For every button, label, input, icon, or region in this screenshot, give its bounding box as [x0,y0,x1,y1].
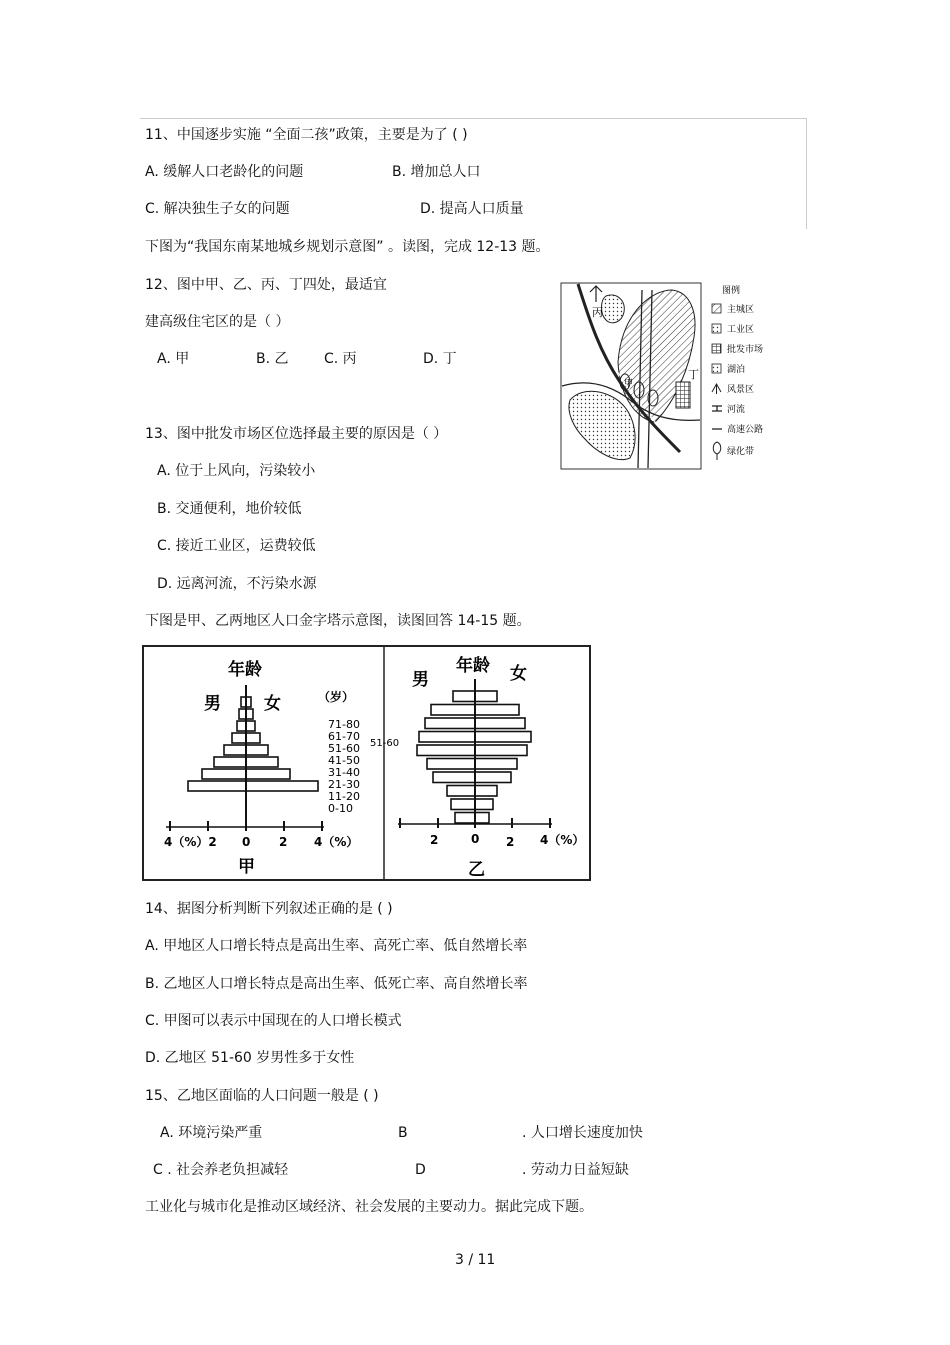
q14-option-c: C. 甲图可以表示中国现在的人口增长模式 [145,1013,402,1029]
q13-option-a: A. 位于上风向，污染较小 [157,463,316,479]
q15-option-a: A. 环境污染严重 [160,1125,263,1141]
jia-age-label-1: 61-70 [328,730,360,743]
jia-x-label-left: 4（%）2 [164,835,217,849]
q14-option-d: D. 乙地区 51-60 岁男性多于女性 [145,1050,355,1066]
yi-female-label: 女 [510,664,527,684]
population-pyramids-figure [142,645,592,882]
yi-bar-6 [433,772,511,783]
q11-stem: 11、中国逐步实施 “全面二孩”政策，主要是为了 ( ) [145,127,468,143]
map-label-ding: 丁 [688,368,699,381]
jia-name: 甲 [238,857,255,877]
q12-stem-line1: 12、图中甲、乙、丙、丁四处，最适宜 [145,277,387,293]
intro-14-15: 下图是甲、乙两地区人口金字塔示意图，读图回答 14-15 题。 [145,613,531,629]
q11-option-a: A. 缓解人口老龄化的问题 [145,164,304,180]
jia-x-label-right: 4（%） [314,835,359,849]
q14-stem: 14、据图分析判断下列叙述正确的是 ( ) [145,901,393,917]
q15-option-b-text: . 人口增长速度加快 [522,1125,643,1141]
q13-option-d: D. 远离河流，不污染水源 [157,576,317,592]
q12-option-c: C. 丙 [324,351,357,367]
yi-bar-8 [451,799,493,810]
legend-river-icon [712,406,722,411]
legend-wholesale: 批发市场 [727,345,764,355]
planning-map-figure [560,282,782,472]
jia-x-label-zero: 0 [242,835,251,849]
jia-age-title: 年龄 [228,660,262,680]
jia-age-label-6: 11-20 [328,790,360,803]
yi-male-label: 男 [412,670,429,690]
q14-option-a: A. 甲地区人口增长特点是高出生率、高死亡率、低自然增长率 [145,938,528,954]
q13-stem: 13、图中批发市场区位选择最主要的原因是（ ） [145,426,448,442]
q15-option-d-text: . 劳动力日益短缺 [522,1162,629,1178]
jia-male-label: 男 [204,694,221,714]
legend-lake: 湖泊 [727,365,746,375]
map-label-bing: 丙 [592,306,603,319]
yi-age-title: 年龄 [456,656,490,676]
legend-scenic: 风景区 [727,385,755,395]
legend-main-city: 主城区 [727,305,755,315]
yi-x-label-2-right: 2 [506,835,515,849]
map-legend-title: 图例 [722,286,741,296]
legend-highway: 高速公路 [727,425,764,435]
yi-age-label-51-60: 51-60 [370,738,400,749]
yi-bar-4 [417,745,527,756]
q15-stem: 15、乙地区面临的人口问题一般是 ( ) [145,1088,379,1104]
q15-option-d-letter: D [415,1162,426,1178]
page-number: 3 / 11 [455,1252,496,1268]
jia-age-label-4: 31-40 [328,766,360,779]
jia-female-label: 女 [264,694,281,714]
q11-option-d: D. 提高人口质量 [420,201,524,217]
yi-name: 乙 [468,860,485,880]
q13-option-c: C. 接近工业区，运费较低 [157,538,316,554]
q11-option-c: C. 解决独生子女的问题 [145,201,290,217]
wholesale-market-area [676,382,690,408]
jia-age-label-0: 71-80 [328,718,360,731]
q12-stem-line2: 建高级住宅区的是（ ） [145,314,290,330]
jia-age-label-5: 21-30 [328,778,360,791]
q15-option-c: C . 社会养老负担减轻 [153,1162,289,1178]
legend-industrial: 工业区 [727,325,755,335]
jia-age-label-7: 0-10 [328,802,353,815]
legend-greenbelt: 绿化带 [727,447,755,457]
map-label-jia: 甲 [624,379,634,389]
yi-bar-5 [427,759,517,770]
yi-bar-7 [447,786,497,797]
jia-unit-label: （岁） [318,690,355,704]
q13-option-b: B. 交通便利，地价较低 [157,501,302,517]
q12-option-d: D. 丁 [423,351,457,367]
yi-bar-9 [455,813,489,824]
yi-x-label-2-left: 2 [430,833,439,847]
legend-river: 河流 [727,405,746,415]
jia-age-label-3: 41-50 [328,754,360,767]
intro-12-13: 下图为“我国东南某地城乡规划示意图” 。读图，完成 12-13 题。 [145,239,550,255]
q12-option-b: B. 乙 [256,351,289,367]
closing-text: 工业化与城市化是推动区域经济、社会发展的主要动力。据此完成下题。 [145,1199,593,1215]
q14-option-b: B. 乙地区人口增长特点是高出生率、低死亡率、高自然增长率 [145,976,528,992]
legend-scenic-icon [712,384,721,394]
yi-x-label-right: 4（%） [540,833,585,847]
q12-option-a: A. 甲 [157,351,190,367]
jia-age-label-2: 51-60 [328,742,360,755]
yi-x-label-zero: 0 [471,832,480,846]
q11-option-b: B. 增加总人口 [392,164,481,180]
legend-greenbelt-icon [713,442,721,460]
q15-option-b-letter: B [398,1125,408,1141]
jia-bar-7 [188,781,318,791]
jia-x-label-2: 2 [279,835,288,849]
industrial-area [602,295,625,323]
